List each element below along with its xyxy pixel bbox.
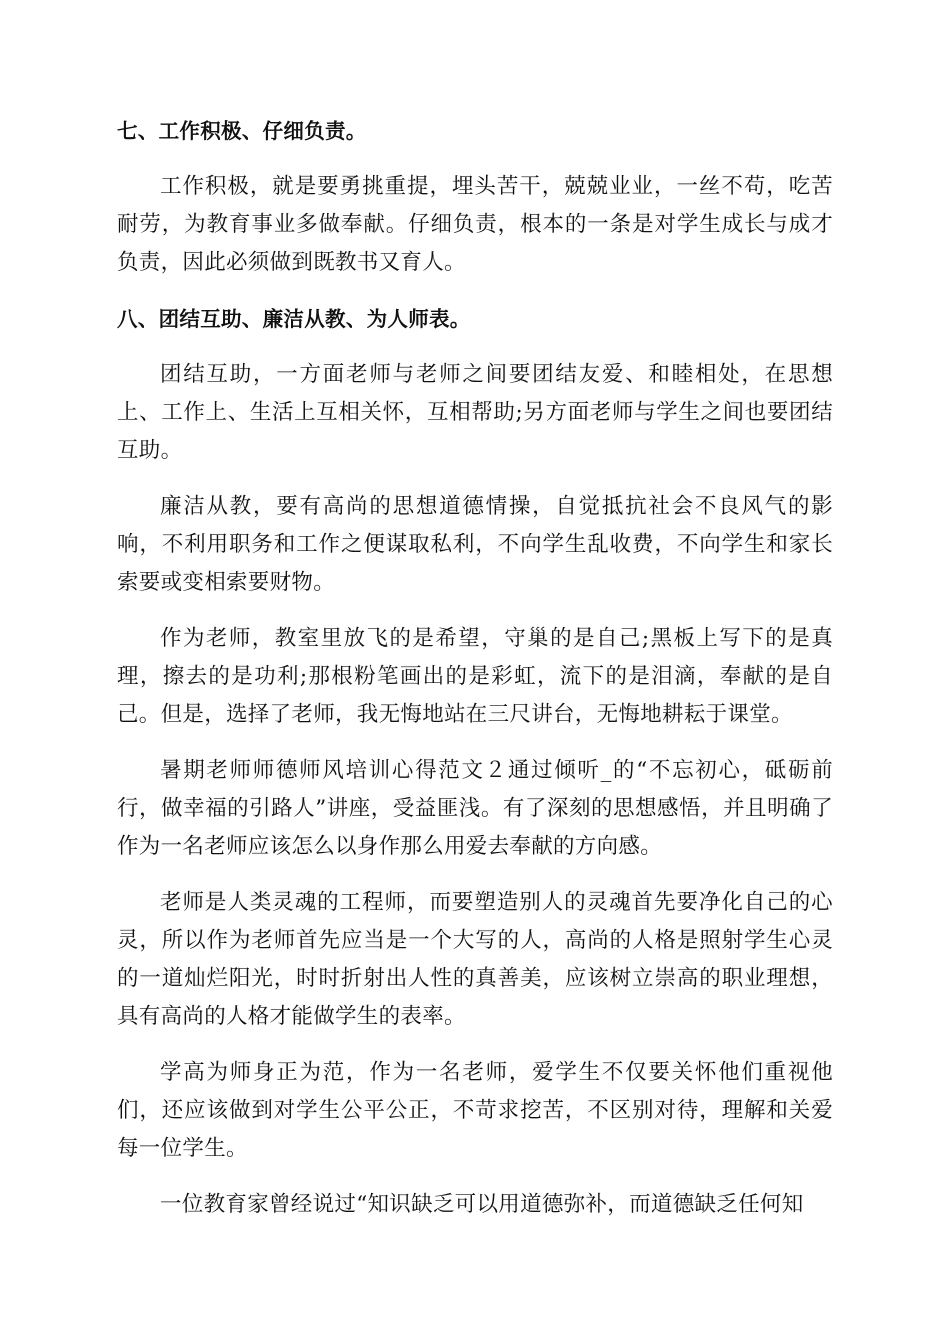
paragraph-soul-engineer: 老师是人类灵魂的工程师，而要塑造别人的灵魂首先要净化自己的心灵，所以作为老师首先应当是一个大写的人，高尚的人格是照射学生心灵的一道灿烂阳光，时时折射出人性的真善美，应该树立崇高的职业理想，具有高尚的人格才能做学生的表率。 [117, 890, 833, 1029]
document-body [117, 112, 833, 1224]
paragraph-unity: 团结互助，一方面老师与老师之间要团结友爱、和睦相处，在思想上、工作上、生活上互相关怀，互相帮助;另方面老师与学生之间也要团结互助。 [117, 362, 833, 463]
section-heading-8: 八、团结互助、廉洁从教、为人师表。 [117, 307, 471, 331]
paragraph-as-teacher: 作为老师，教室里放飞的是希望，守巢的是自己;黑板上写下的是真理，擦去的是功利;那根粉笔画出的是彩虹，流下的是泪滴，奉献的是自己。但是，选择了老师，我无悔地站在三尺讲台，无悔地耕耘于课堂。 [117, 626, 833, 727]
paragraph-integrity: 廉洁从教，要有高尚的思想道德情操，自觉抵抗社会不良风气的影响，不利用职务和工作之便谋取私利，不向学生乱收费，不向学生和家长索要或变相索要财物。 [117, 494, 833, 595]
paragraph-summer-training: 暑期老师师德师风培训心得范文２通过倾听_的“不忘初心，砥砺前行，做幸福的引路人”讲座，受益匪浅。有了深刻的思想感悟，并且明确了作为一名老师应该怎么以身作那么用爱去奉献的方向感。 [117, 758, 833, 859]
paragraph-work-diligence: 工作积极，就是要勇挑重提，埋头苦干，兢兢业业，一丝不苟，吃苦耐劳，为教育事业多做奉献。仔细负责，根本的一条是对学生成长与成才负责，因此必须做到既教书又育人。 [117, 174, 833, 275]
paragraph-role-model: 学高为师身正为范，作为一名老师，爱学生不仅要关怀他们重视他们，还应该做到对学生公平公正，不苛求挖苦，不区别对待，理解和关爱每一位学生。 [117, 1060, 833, 1161]
section-heading-7: 七、工作积极、仔细负责。 [117, 119, 367, 143]
paragraph-educator-quote: 一位教育家曾经说过“知识缺乏可以用道德弥补，而道德缺乏任何知 [160, 1192, 804, 1217]
